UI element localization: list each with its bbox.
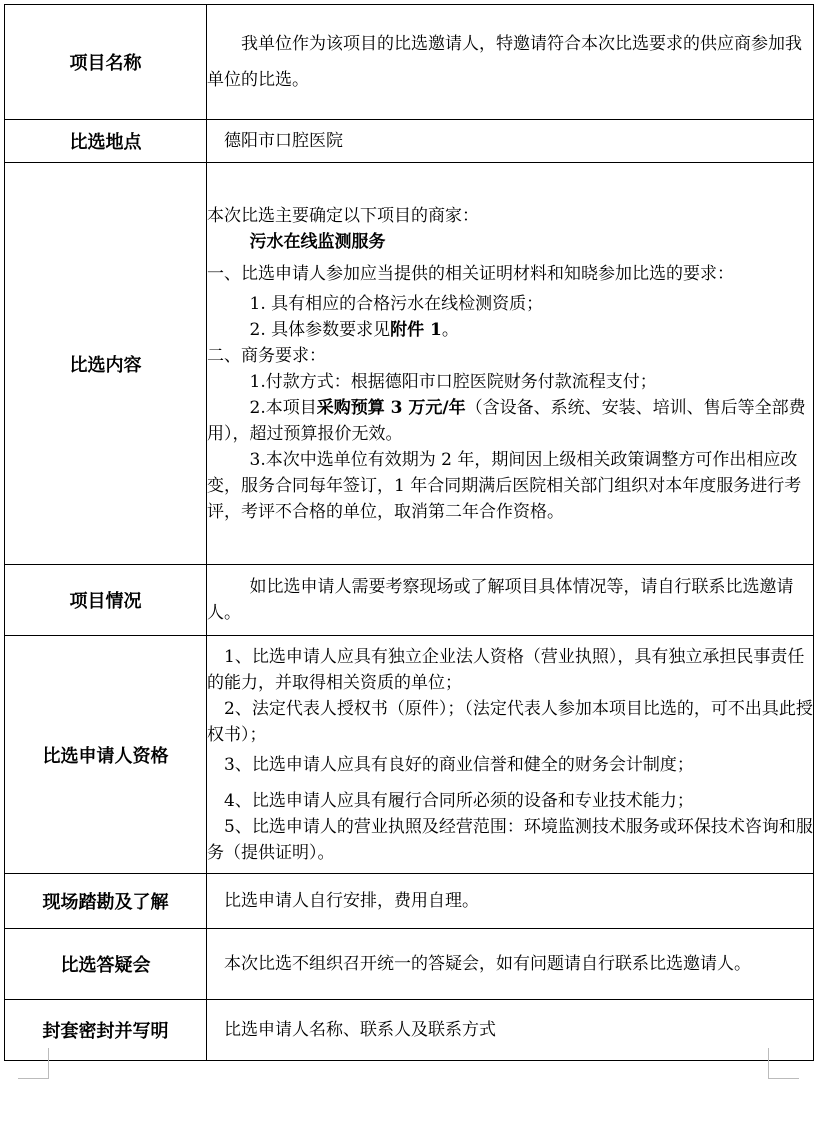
budget-text: 采购预算 3 万元/年 (316, 397, 466, 418)
row-location (5, 120, 814, 163)
content-location (207, 120, 814, 163)
project-name-text: 我单位作为该项目的比选邀请人，特邀请符合本次比选要求的供应商参加我单位的比选。 (207, 34, 802, 90)
label-envelope: 封套密封并写明 (5, 1000, 207, 1061)
label-content: 比选内容 (5, 163, 207, 565)
row-project-name (5, 5, 814, 120)
page-corner-mark-right (768, 1048, 799, 1079)
label-location: 比选地点 (5, 120, 207, 163)
content-qualifications (207, 636, 814, 874)
envelope-text: 比选申请人名称、联系人及联系方式 (224, 1020, 496, 1040)
business-item-2-suffix: （含设备、系统、安装、培训、售后等全部费用），超过预算报价无效。 (207, 397, 806, 444)
qualification-4: 4、比选申请人应具有履行合同所必须的设备和专业技术能力； (224, 790, 694, 811)
business-item-2-prefix: 2.本项目 (249, 397, 317, 418)
qualification-5: 5、比选申请人的营业执照及经营范围：环境监测技术服务或环保技术咨询和服务（提供证明）。 (207, 816, 813, 863)
attachment-ref: 附件 1 (390, 319, 442, 340)
label-site-visit: 现场踏勘及了解 (5, 874, 207, 929)
qualification-3: 3、比选申请人应具有良好的商业信誉和健全的财务会计制度； (224, 754, 694, 775)
label-project-name: 项目名称 (5, 5, 207, 120)
qualification-2: 2、法定代表人授权书（原件）；（法定代表人参加本项目比选的，可不出具此授权书）； (207, 698, 813, 745)
content-section-1: 一、比选申请人参加应当提供的相关证明材料和知晓参加比选的要求： (207, 263, 734, 284)
label-qa-meeting: 比选答疑会 (5, 929, 207, 1000)
content-details (207, 163, 814, 565)
site-visit-text: 比选申请人自行安排，费用自理。 (224, 891, 479, 911)
row-site-visit (5, 874, 814, 929)
label-project-status: 项目情况 (5, 565, 207, 636)
content-item-2 (207, 317, 813, 343)
qa-meeting-text: 本次比选不组织召开统一的答疑会，如有问题请自行联系比选邀请人。 (224, 954, 751, 974)
row-project-status (5, 565, 814, 636)
business-item-1: 1.付款方式：根据德阳市口腔医院财务付款流程支付； (249, 371, 657, 392)
content-qa-meeting (207, 929, 814, 1000)
project-status-text: 如比选申请人需要考察现场或了解项目具体情况等，请自行联系比选邀请人。 (207, 577, 794, 623)
business-item-2 (207, 395, 813, 447)
content-site-visit (207, 874, 814, 929)
label-qualifications: 比选申请人资格 (5, 636, 207, 874)
qualification-1: 1、比选申请人应具有独立企业法人资格（营业执照），具有独立承担民事责任的能力，并取得相关资质的单位； (207, 646, 805, 693)
content-intro: 本次比选主要确定以下项目的商家： (207, 205, 479, 226)
tender-table (4, 4, 814, 1061)
content-project-title: 污水在线监测服务 (249, 231, 386, 252)
item-2-prefix: 2. 具体参数要求见 (249, 319, 391, 340)
content-project-name (207, 5, 814, 120)
content-project-status (207, 565, 814, 636)
page-corner-mark-left (18, 1048, 49, 1079)
row-envelope (5, 1000, 814, 1061)
row-qa-meeting (5, 929, 814, 1000)
content-section-2: 二、商务要求： (207, 345, 326, 366)
content-envelope (207, 1000, 814, 1061)
content-item-1: 1. 具有相应的合格污水在线检测资质； (249, 293, 544, 314)
row-qualifications (5, 636, 814, 874)
location-text: 德阳市口腔医院 (224, 131, 343, 151)
item-2-suffix: 。 (441, 319, 459, 340)
business-item-3: 3.本次中选单位有效期为 2 年，期间因上级相关政策调整方可作出相应改变，服务合同每年签订，1 年合同期满后医院相关部门组织对本年度服务进行考评，考评不合格的单位，取消第二年合作资格。 (207, 449, 802, 522)
row-content (5, 163, 814, 565)
